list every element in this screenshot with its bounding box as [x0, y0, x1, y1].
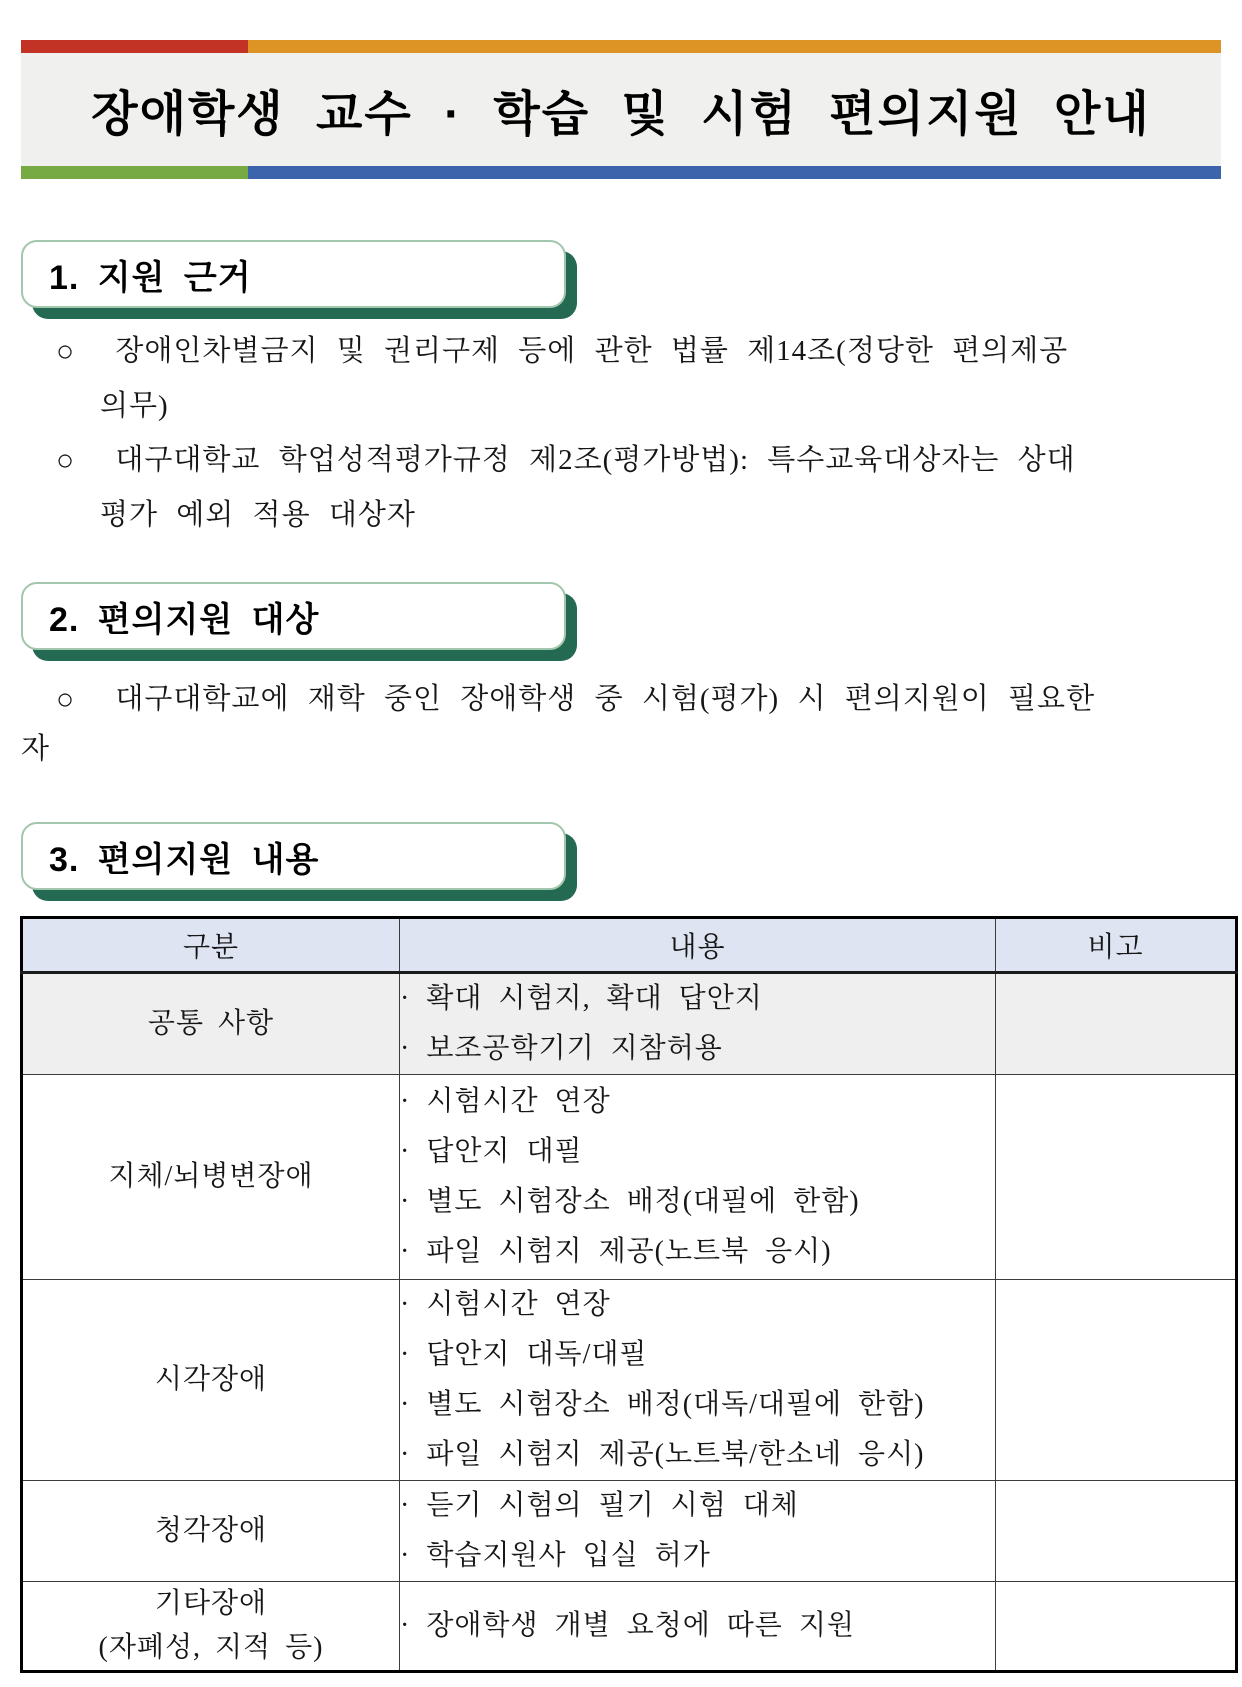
column-header-category: 구분 [22, 918, 400, 973]
table-header-row [22, 918, 1237, 973]
target-bullet-line-2: 자 [21, 733, 51, 765]
circle-bullet-icon: ○ [56, 683, 76, 716]
circle-bullet-icon: ○ [56, 335, 76, 368]
section-heading-support-content [21, 822, 566, 890]
content-item: · 답안지 대필 [400, 1136, 583, 1167]
category-cell [22, 1075, 400, 1280]
target-bullet-line-1 [56, 676, 1095, 717]
content-item: · 파일 시험지 제공(노트북/한소네 응시) [400, 1439, 925, 1470]
category-cell [22, 1582, 400, 1672]
bottom-accent-bar [21, 166, 1221, 179]
category-cell [22, 1280, 400, 1481]
remark-cell [996, 973, 1237, 1075]
table-row-hearing [22, 1481, 1237, 1582]
basis-bullet-2-line-2: 평가 예외 적용 대상자 [100, 499, 416, 531]
basis-bullet-2-text: 대구대학교 학업성적평가규정 제2조(평가방법): 특수교육대상자는 상대 [115, 444, 1076, 476]
bottom-bar-blue-segment [248, 166, 1221, 179]
table-row-etc [22, 1582, 1237, 1672]
content-item: · 확대 시험지, 확대 답안지 [400, 983, 763, 1014]
content-cell [400, 1481, 996, 1582]
remark-cell [996, 1075, 1237, 1280]
section-heading-support-basis-label: 1. 지원 근거 [49, 258, 252, 297]
section-heading-support-content-label: 3. 편의지원 내용 [49, 840, 320, 879]
basis-bullet-1-text: 장애인차별금지 및 권리구제 등에 관한 법률 제14조(정당한 편의제공 [115, 335, 1069, 367]
basis-bullet-2-line-1 [56, 437, 1076, 478]
table-row-physical-brain [22, 1075, 1237, 1280]
page-title: 장애학생 교수 · 학습 및 시험 편의지원 안내 [91, 88, 1151, 141]
content-cell [400, 1582, 996, 1672]
content-item: · 학습지원사 입실 허가 [400, 1540, 711, 1571]
content-item: · 듣기 시험의 필기 시험 대체 [400, 1490, 799, 1521]
content-item: · 별도 시험장소 배정(대필에 한함) [400, 1186, 860, 1217]
category-label: 지체/뇌병변장애 [108, 1161, 314, 1192]
content-item: · 별도 시험장소 배정(대독/대필에 한함) [400, 1389, 925, 1420]
target-bullet-text: 대구대학교에 재학 중인 장애학생 중 시험(평가) 시 편의지원이 필요한 [115, 683, 1096, 715]
category-label: 공통 사항 [147, 1008, 275, 1039]
bottom-bar-green-segment [21, 166, 248, 179]
content-item: · 보조공학기기 지참허용 [400, 1033, 723, 1064]
section-heading-support-basis [21, 240, 566, 308]
table-row-common [22, 973, 1237, 1075]
column-header-remark: 비고 [996, 918, 1237, 973]
title-banner [21, 53, 1221, 166]
content-cell [400, 1075, 996, 1280]
content-item: · 답안지 대독/대필 [400, 1339, 648, 1370]
remark-cell [996, 1481, 1237, 1582]
category-label: 기타장애 [154, 1588, 268, 1619]
column-header-content: 내용 [400, 918, 996, 973]
remark-cell [996, 1582, 1237, 1672]
content-cell [400, 1280, 996, 1481]
content-item: · 시험시간 연장 [400, 1289, 611, 1320]
category-cell [22, 1481, 400, 1582]
remark-cell [996, 1280, 1237, 1481]
support-content-table [20, 916, 1238, 1673]
category-label-line2: (자폐성, 지적 등) [98, 1632, 324, 1663]
basis-bullet-1-line-1 [56, 328, 1068, 369]
top-bar-orange-segment [248, 40, 1221, 53]
basis-bullet-1-line-2: 의무) [100, 390, 169, 422]
category-label: 시각장애 [154, 1364, 268, 1395]
category-cell [22, 973, 400, 1075]
content-cell [400, 973, 996, 1075]
top-bar-red-segment [21, 40, 248, 53]
category-label: 청각장애 [154, 1515, 268, 1546]
section-heading-support-target [21, 582, 566, 650]
top-accent-bar [21, 40, 1221, 53]
section-heading-support-target-label: 2. 편의지원 대상 [49, 600, 320, 639]
content-item: · 시험시간 연장 [400, 1086, 611, 1117]
content-item: · 파일 시험지 제공(노트북 응시) [400, 1236, 832, 1267]
content-item: · 장애학생 개별 요청에 따른 지원 [400, 1610, 855, 1641]
table-row-visual [22, 1280, 1237, 1481]
circle-bullet-icon: ○ [56, 444, 76, 477]
